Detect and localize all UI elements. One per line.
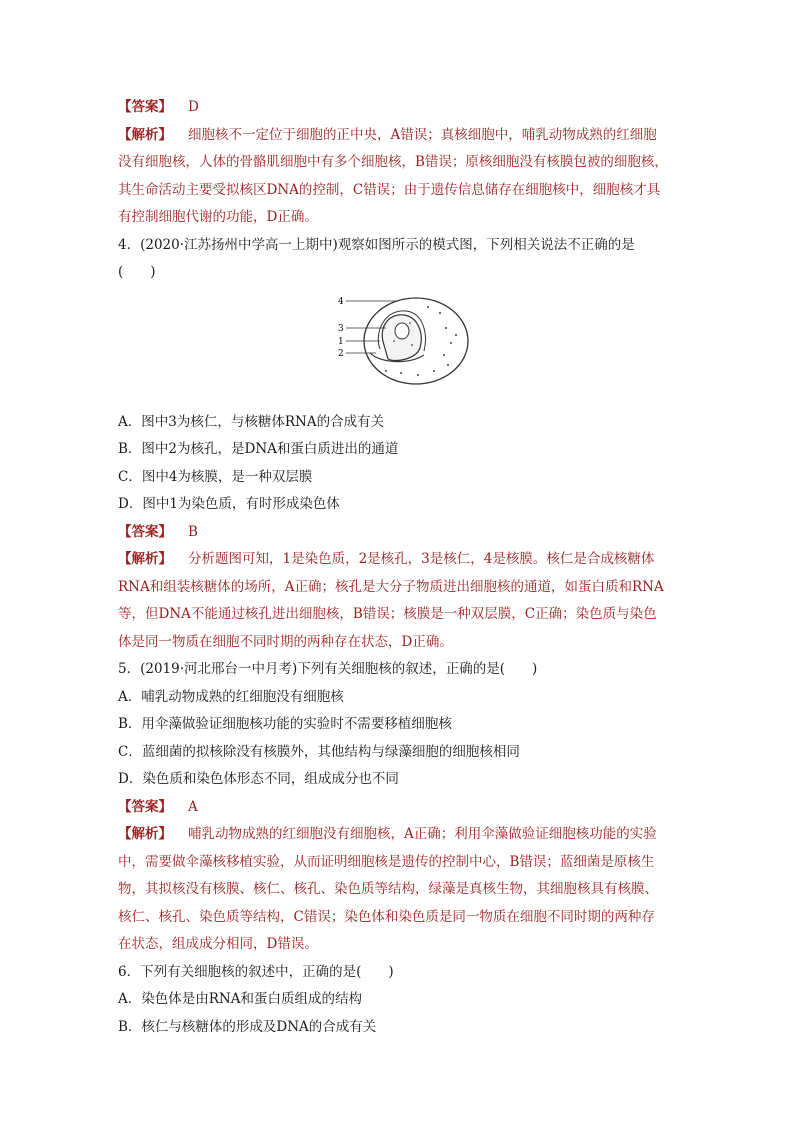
analysis-line: 有控制细胞代谢的功能，D正确。 [118, 209, 318, 225]
analysis-line: 等，但DNA不能通过核孔进出细胞核，B错误；核膜是一种双层膜，C正确；染色质与染色 [118, 606, 657, 622]
label-3: 3 [338, 323, 344, 334]
answer-value: A [188, 798, 198, 815]
analysis-text: 哺乳动物成熟的红细胞没有细胞核，A正确；利用伞藻做验证细胞核功能的实验 [188, 826, 657, 842]
analysis-line: 物，其拟核没有核膜、核仁、核孔、染色质等结构，绿藻是真核生物，其细胞核具有核膜、 [118, 881, 658, 897]
option-d: D．染色质和染色体形态不同，组成成分也不同 [118, 771, 399, 787]
analysis-line [118, 546, 678, 574]
answer-label: 【答案】 [118, 523, 172, 540]
analysis-line [118, 122, 678, 150]
question-stem: 6．下列有关细胞核的叙述中，正确的是( ) [118, 963, 394, 980]
option-d: D．图中1为染色质，有时形成染色体 [118, 496, 340, 512]
document-page [118, 94, 678, 1041]
analysis-text: 分析题图可知，1是染色质，2是核孔，3是核仁，4是核膜。核仁是合成核糖体 [188, 551, 655, 567]
analysis-label: 【解析】 [118, 826, 172, 842]
analysis-line: 核仁、核孔、染色质等结构，C错误；染色体和染色质是同一物质在细胞不同时期的两种存 [118, 908, 655, 925]
answer-value: D [188, 99, 199, 115]
nucleus-diagram [118, 293, 678, 403]
analysis-line: 没有细胞核，人体的骨骼肌细胞中有多个细胞核，B错误；原核细胞没有核膜包被的细胞核， [118, 154, 668, 170]
option-b: B．用伞藻做验证细胞核功能的实验时不需要移植细胞核 [118, 716, 452, 732]
analysis-line: 中，需要做伞藻核移植实验，从而证明细胞核是遗传的控制中心，B错误；蓝细菌是原核生 [118, 853, 655, 870]
question-stem: ( ) [118, 264, 156, 280]
option-c: C．图中4为核膜，是一种双层膜 [118, 468, 313, 485]
question-stem: 5．(2019·河北邢台一中月考)下列有关细胞核的叙述，正确的是( ) [118, 661, 538, 677]
answer-row [118, 519, 678, 547]
answer-label: 【答案】 [118, 99, 172, 115]
label-2: 2 [338, 348, 344, 359]
answer-value: B [188, 523, 198, 540]
analysis-label: 【解析】 [118, 126, 172, 143]
option-b: B．核仁与核糖体的形成及DNA的合成有关 [118, 1018, 377, 1035]
option-b: B．图中2为核孔，是DNA和蛋白质进出的通道 [118, 441, 399, 457]
analysis-line: 其生命活动主要受拟核区DNA的控制，C错误；由于遗传信息储存在细胞核中，细胞核才具 [118, 181, 661, 198]
label-1: 1 [338, 336, 344, 347]
option-a: A．染色体是由RNA和蛋白质组成的结构 [118, 991, 362, 1007]
answer-label: 【答案】 [118, 798, 172, 815]
answer-row [118, 94, 678, 122]
analysis-line: RNA和组装核糖体的场所，A正确；核孔是大分子物质进出细胞核的通道，如蛋白质和RNA [118, 578, 664, 595]
option-a: A．哺乳动物成熟的红细胞没有细胞核 [118, 688, 344, 705]
analysis-line: 在状态，组成成分相同，D错误。 [118, 936, 318, 952]
answer-row [118, 794, 678, 822]
question-stem: 4．(2020·江苏扬州中学高一上期中)观察如图所示的模式图，下列相关说法不正确的是 [118, 236, 635, 253]
analysis-line [118, 821, 678, 849]
analysis-label: 【解析】 [118, 551, 172, 567]
cell-nucleus-figure [336, 293, 471, 393]
option-c: C．蓝细菌的拟核除没有核膜外，其他结构与绿藻细胞的细胞核相同 [118, 743, 520, 760]
analysis-line: 体是同一物质在细胞不同时期的两种存在状态，D正确。 [118, 633, 453, 650]
option-a: A．图中3为核仁，与核糖体RNA的合成有关 [118, 413, 385, 430]
label-4: 4 [338, 296, 344, 307]
analysis-text: 细胞核不一定位于细胞的正中央，A错误；真核细胞中，哺乳动物成熟的红细胞 [188, 126, 657, 143]
